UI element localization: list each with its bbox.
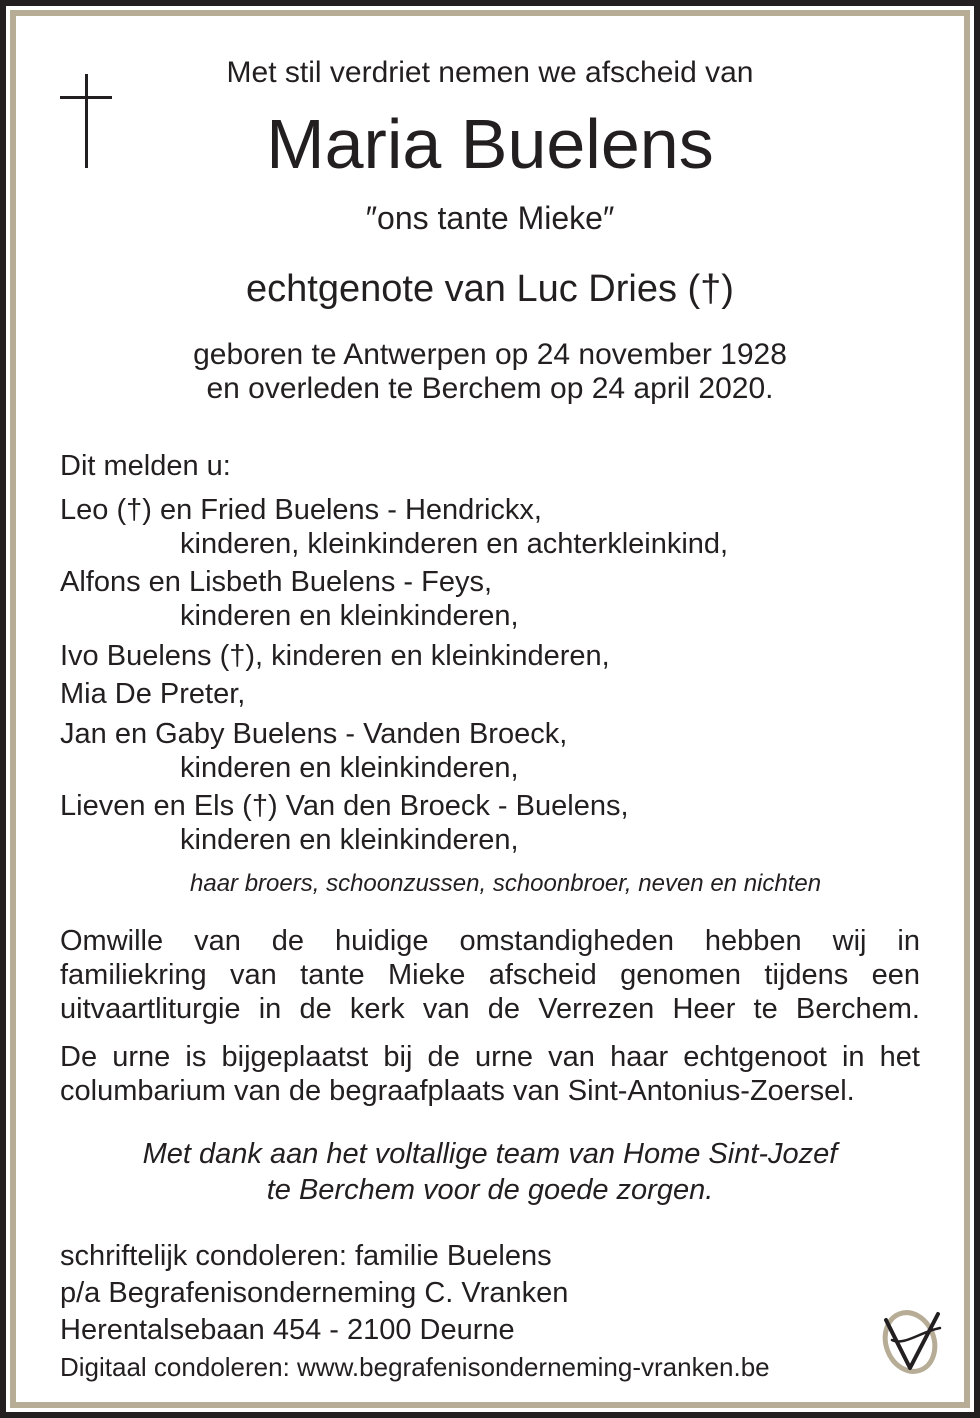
paragraph-line: Omwille van de huidige omstandigheden hebben wij in bbox=[60, 925, 920, 957]
relative-sub: kinderen en kleinkinderen, bbox=[180, 752, 519, 784]
relative-name: Ivo Buelens (†), kinderen en kleinkinderen, bbox=[60, 640, 610, 672]
paragraph-line: De urne is bijgeplaatst bij de urne van haar echtgenoot in het bbox=[60, 1041, 920, 1073]
digital-condolence-link[interactable]: Digitaal condoleren: www.begrafenisonderneming-vranken.be bbox=[60, 1352, 770, 1382]
paragraph-line: uitvaartliturgie in de kerk van de Verrezen Heer te Berchem. bbox=[60, 993, 920, 1025]
relative-sub: kinderen, kleinkinderen en achterkleinkind, bbox=[180, 528, 729, 560]
relative-name: Leo (†) en Fried Buelens - Hendrickx, bbox=[60, 494, 542, 526]
intro-line: Met stil verdriet nemen we afscheid van bbox=[226, 56, 754, 89]
ceremony-paragraph bbox=[60, 924, 920, 1026]
thanks-line: te Berchem voor de goede zorgen. bbox=[266, 1174, 714, 1206]
nickname: ″ons tante Mieke″ bbox=[365, 200, 615, 236]
relative-name: Lieven en Els (†) Van den Broeck - Buelens, bbox=[60, 790, 629, 822]
relative-name: Mia De Preter, bbox=[60, 678, 246, 710]
deceased-name: Maria Buelens bbox=[266, 105, 714, 183]
relative-sub: kinderen en kleinkinderen, bbox=[180, 600, 519, 632]
thanks-line: Met dank aan het voltallige team van Home Sint-Jozef bbox=[142, 1138, 838, 1170]
death-line: en overleden te Berchem op 24 april 2020. bbox=[206, 372, 774, 405]
spouse-line: echtgenote van Luc Dries (†) bbox=[246, 268, 734, 310]
announce-heading: Dit melden u: bbox=[60, 450, 231, 482]
paragraph-line: familiekring van tante Mieke afscheid genomen tijdens een bbox=[60, 959, 920, 991]
relative-name: Jan en Gaby Buelens - Vanden Broeck, bbox=[60, 718, 568, 750]
funeral-home-logo-icon bbox=[880, 1306, 946, 1378]
birth-line: geboren te Antwerpen op 24 november 1928 bbox=[193, 338, 787, 371]
relative-name: Alfons en Lisbeth Buelens - Feys, bbox=[60, 566, 493, 598]
relative-sub: kinderen en kleinkinderen, bbox=[180, 824, 519, 856]
contact-line: Herentalsebaan 454 - 2100 Deurne bbox=[60, 1314, 515, 1346]
relatives-note: haar broers, schoonzussen, schoonbroer, neven en nichten bbox=[190, 870, 822, 897]
urn-paragraph bbox=[60, 1040, 920, 1108]
contact-line: p/a Begrafenisonderneming C. Vranken bbox=[60, 1277, 569, 1309]
contact-line: schriftelijk condoleren: familie Buelens bbox=[60, 1240, 552, 1272]
paragraph-line: columbarium van de begraafplaats van Sint-Antonius-Zoersel. bbox=[60, 1075, 855, 1107]
